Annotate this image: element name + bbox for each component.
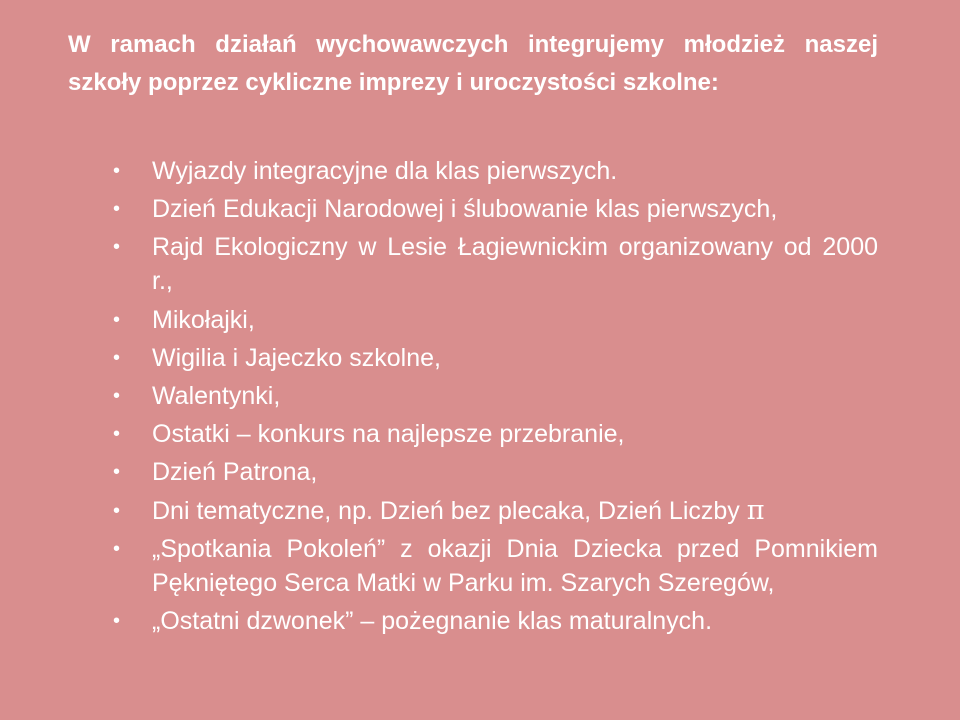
list-item [113, 341, 878, 375]
list-item-text: Dzień Edukacji Narodowej i ślubowanie klas pierwszych, [152, 195, 778, 224]
events-list [113, 154, 878, 642]
bullet-icon: • [113, 308, 121, 331]
list-item-text: Mikołajki, [152, 305, 255, 334]
list-item [113, 192, 878, 226]
list-item [113, 417, 878, 451]
list-item-text: Rajd Ekologiczny w Lesie Łagiewnickim organizowany od 2000 r., [152, 233, 878, 296]
list-item-text: Wyjazdy integracyjne dla klas pierwszych. [152, 157, 618, 185]
list-item-text: „Ostatni dzwonek” – pożegnanie klas maturalnych. [152, 606, 713, 635]
list-item-text: Walentynki, [152, 381, 281, 410]
list-item [113, 154, 878, 188]
bullet-icon: • [113, 609, 121, 632]
bullet-icon: • [113, 160, 121, 182]
bullet-icon: • [113, 423, 121, 446]
list-item [113, 494, 878, 528]
bullet-icon: • [113, 461, 121, 484]
bullet-icon: • [113, 198, 121, 221]
bullet-icon: • [113, 346, 121, 369]
pi-symbol: π [746, 494, 765, 526]
list-item [113, 604, 878, 638]
list-item [113, 455, 878, 489]
list-item [113, 532, 878, 600]
bullet-icon: • [113, 537, 121, 560]
list-item-text: Dzień Patrona, [152, 458, 318, 487]
list-item [113, 303, 878, 337]
list-item [113, 230, 878, 298]
intro-paragraph: W ramach działań wychowawczych integrujemy młodzież naszej szkoły poprzez cykliczne imprezy i uroczystości szkolne: [68, 31, 878, 96]
bullet-icon: • [113, 384, 121, 407]
bullet-icon: • [113, 236, 121, 259]
list-item-text: Ostatki – konkurs na najlepsze przebranie, [152, 420, 625, 449]
bullet-icon: • [113, 499, 121, 522]
list-item-text: Dni tematyczne, np. Dzień bez plecaka, Dzień Liczby [152, 496, 747, 525]
list-item-text: Wigilia i Jajeczko szkolne, [152, 343, 441, 372]
list-item-text: „Spotkania Pokoleń” z okazji Dnia Dziecka przed Pomnikiem Pękniętego Serca Matki w Parku im. Szarych Szeregów, [152, 534, 878, 597]
list-item [113, 379, 878, 413]
